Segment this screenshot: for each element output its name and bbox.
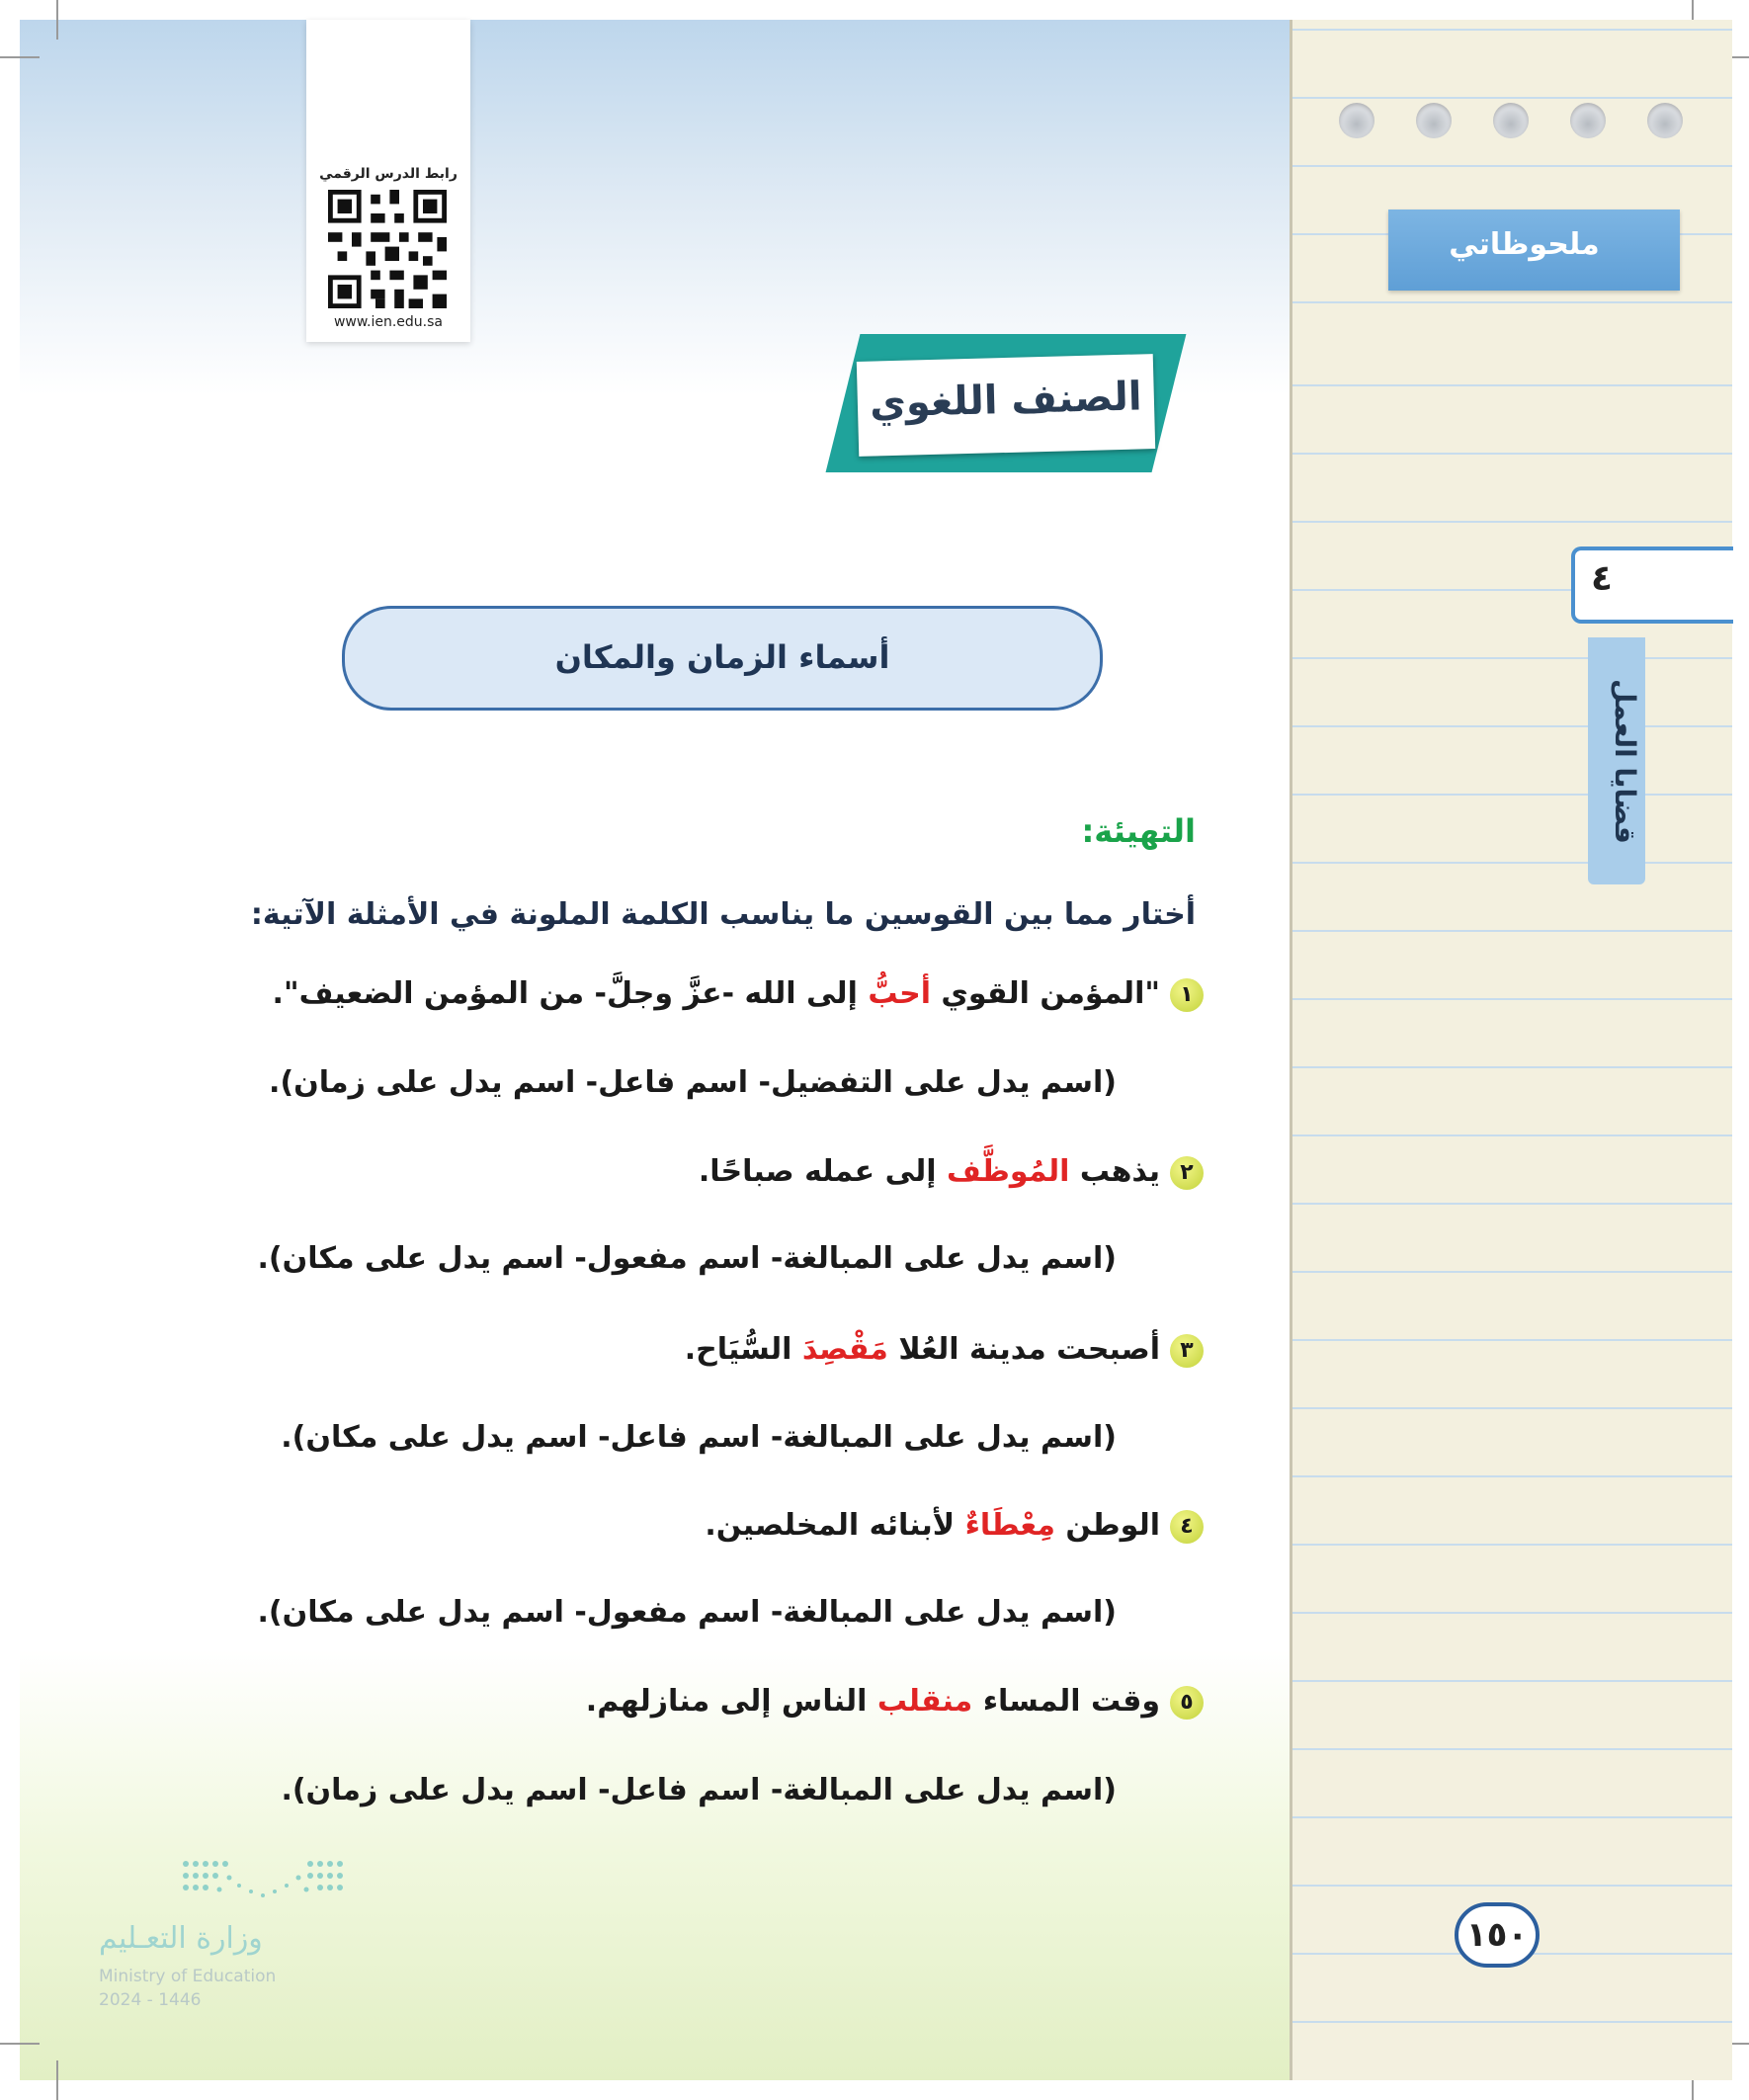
crop-mark — [56, 2060, 58, 2100]
question-text: يذهب — [1069, 1154, 1160, 1189]
qr-label: رابط الدرس الرقمي — [319, 166, 458, 182]
notes-title: ملحوظاتي — [1449, 227, 1600, 262]
unit-number-box — [1571, 546, 1733, 624]
question-item — [705, 1508, 1204, 1544]
warmup-heading: التهيئة: — [1081, 812, 1196, 850]
question-number-badge: ١ — [1170, 978, 1204, 1012]
ministry-logo-icon — [178, 1856, 351, 1905]
crop-mark — [0, 56, 40, 58]
question-text: إلى عمله صباحًا. — [698, 1154, 947, 1189]
warmup-instruction: أختار مما بين القوسين ما يناسب الكلمة الملونة في الأمثلة الآتية: — [250, 897, 1196, 932]
binder-ring-icon — [1416, 103, 1452, 138]
crop-mark — [56, 0, 58, 40]
question-text: "المؤمن القوي — [930, 976, 1160, 1011]
binder-ring-icon — [1493, 103, 1529, 138]
section-banner — [857, 354, 1155, 457]
notes-tab — [1388, 210, 1680, 291]
binder-rings — [1339, 103, 1724, 142]
question-text: أصبحت مدينة العُلا — [887, 1332, 1160, 1367]
qr-code-icon[interactable] — [328, 190, 447, 308]
answer-options: (اسم يدل على التفضيل- اسم فاعل- اسم يدل على زمان). — [269, 1065, 1117, 1100]
question-item — [273, 976, 1204, 1012]
question-text: الناس إلى منازلهم. — [585, 1684, 877, 1719]
question-number-badge: ٣ — [1170, 1334, 1204, 1368]
highlighted-word: مَقْصِدَ — [801, 1332, 888, 1367]
ministry-year: 2024 - 1446 — [99, 1990, 202, 2010]
highlighted-word: المُوظَّف — [946, 1154, 1070, 1189]
answer-options: (اسم يدل على المبالغة- اسم فاعل- اسم يدل على زمان). — [281, 1773, 1117, 1807]
answer-options: (اسم يدل على المبالغة- اسم فاعل- اسم يدل على مكان). — [281, 1420, 1117, 1455]
question-number-badge: ٥ — [1170, 1686, 1204, 1720]
question-text: وقت المساء — [972, 1684, 1160, 1719]
unit-title-tab — [1588, 637, 1645, 884]
lesson-title: أسماء الزمان والمكان — [554, 638, 890, 676]
answer-options: (اسم يدل على المبالغة- اسم مفعول- اسم يدل على مكان). — [257, 1241, 1117, 1276]
ministry-name-ar: وزارة التعـليم — [99, 1921, 263, 1956]
unit-title: قضايا العمل — [1609, 679, 1641, 844]
highlighted-word: منقلب — [876, 1684, 973, 1719]
crop-mark — [0, 2043, 40, 2045]
question-item — [586, 1684, 1204, 1720]
highlighted-word: مِعْطَاءٌ — [964, 1508, 1055, 1543]
question-number-badge: ٢ — [1170, 1156, 1204, 1190]
binder-ring-icon — [1339, 103, 1374, 138]
ministry-name-en: Ministry of Education — [99, 1967, 277, 1986]
notes-column — [1290, 20, 1732, 2080]
question-text: إلى الله -عزَّ وجلَّ- من المؤمن الضعيف". — [272, 976, 869, 1011]
question-text: لأبنائه المخلصين. — [705, 1508, 965, 1543]
page-number: ١٥٠ — [1455, 1902, 1540, 1968]
lesson-title-pill — [342, 606, 1103, 711]
question-text: السُّيَاح. — [684, 1332, 802, 1367]
section-title: الصنف اللغوي — [869, 374, 1143, 427]
question-number-badge: ٤ — [1170, 1510, 1204, 1544]
question-text: الوطن — [1054, 1508, 1160, 1543]
unit-number: ٤ — [1591, 558, 1613, 599]
question-item — [685, 1332, 1204, 1368]
binder-ring-icon — [1570, 103, 1606, 138]
answer-options: (اسم يدل على المبالغة- اسم مفعول- اسم يدل على مكان). — [257, 1595, 1117, 1630]
binder-ring-icon — [1647, 103, 1683, 138]
question-item — [699, 1154, 1204, 1190]
highlighted-word: أحبُّ — [868, 976, 931, 1011]
qr-url[interactable]: www.ien.edu.sa — [333, 314, 444, 330]
digital-lesson-qr-panel[interactable] — [306, 20, 470, 342]
